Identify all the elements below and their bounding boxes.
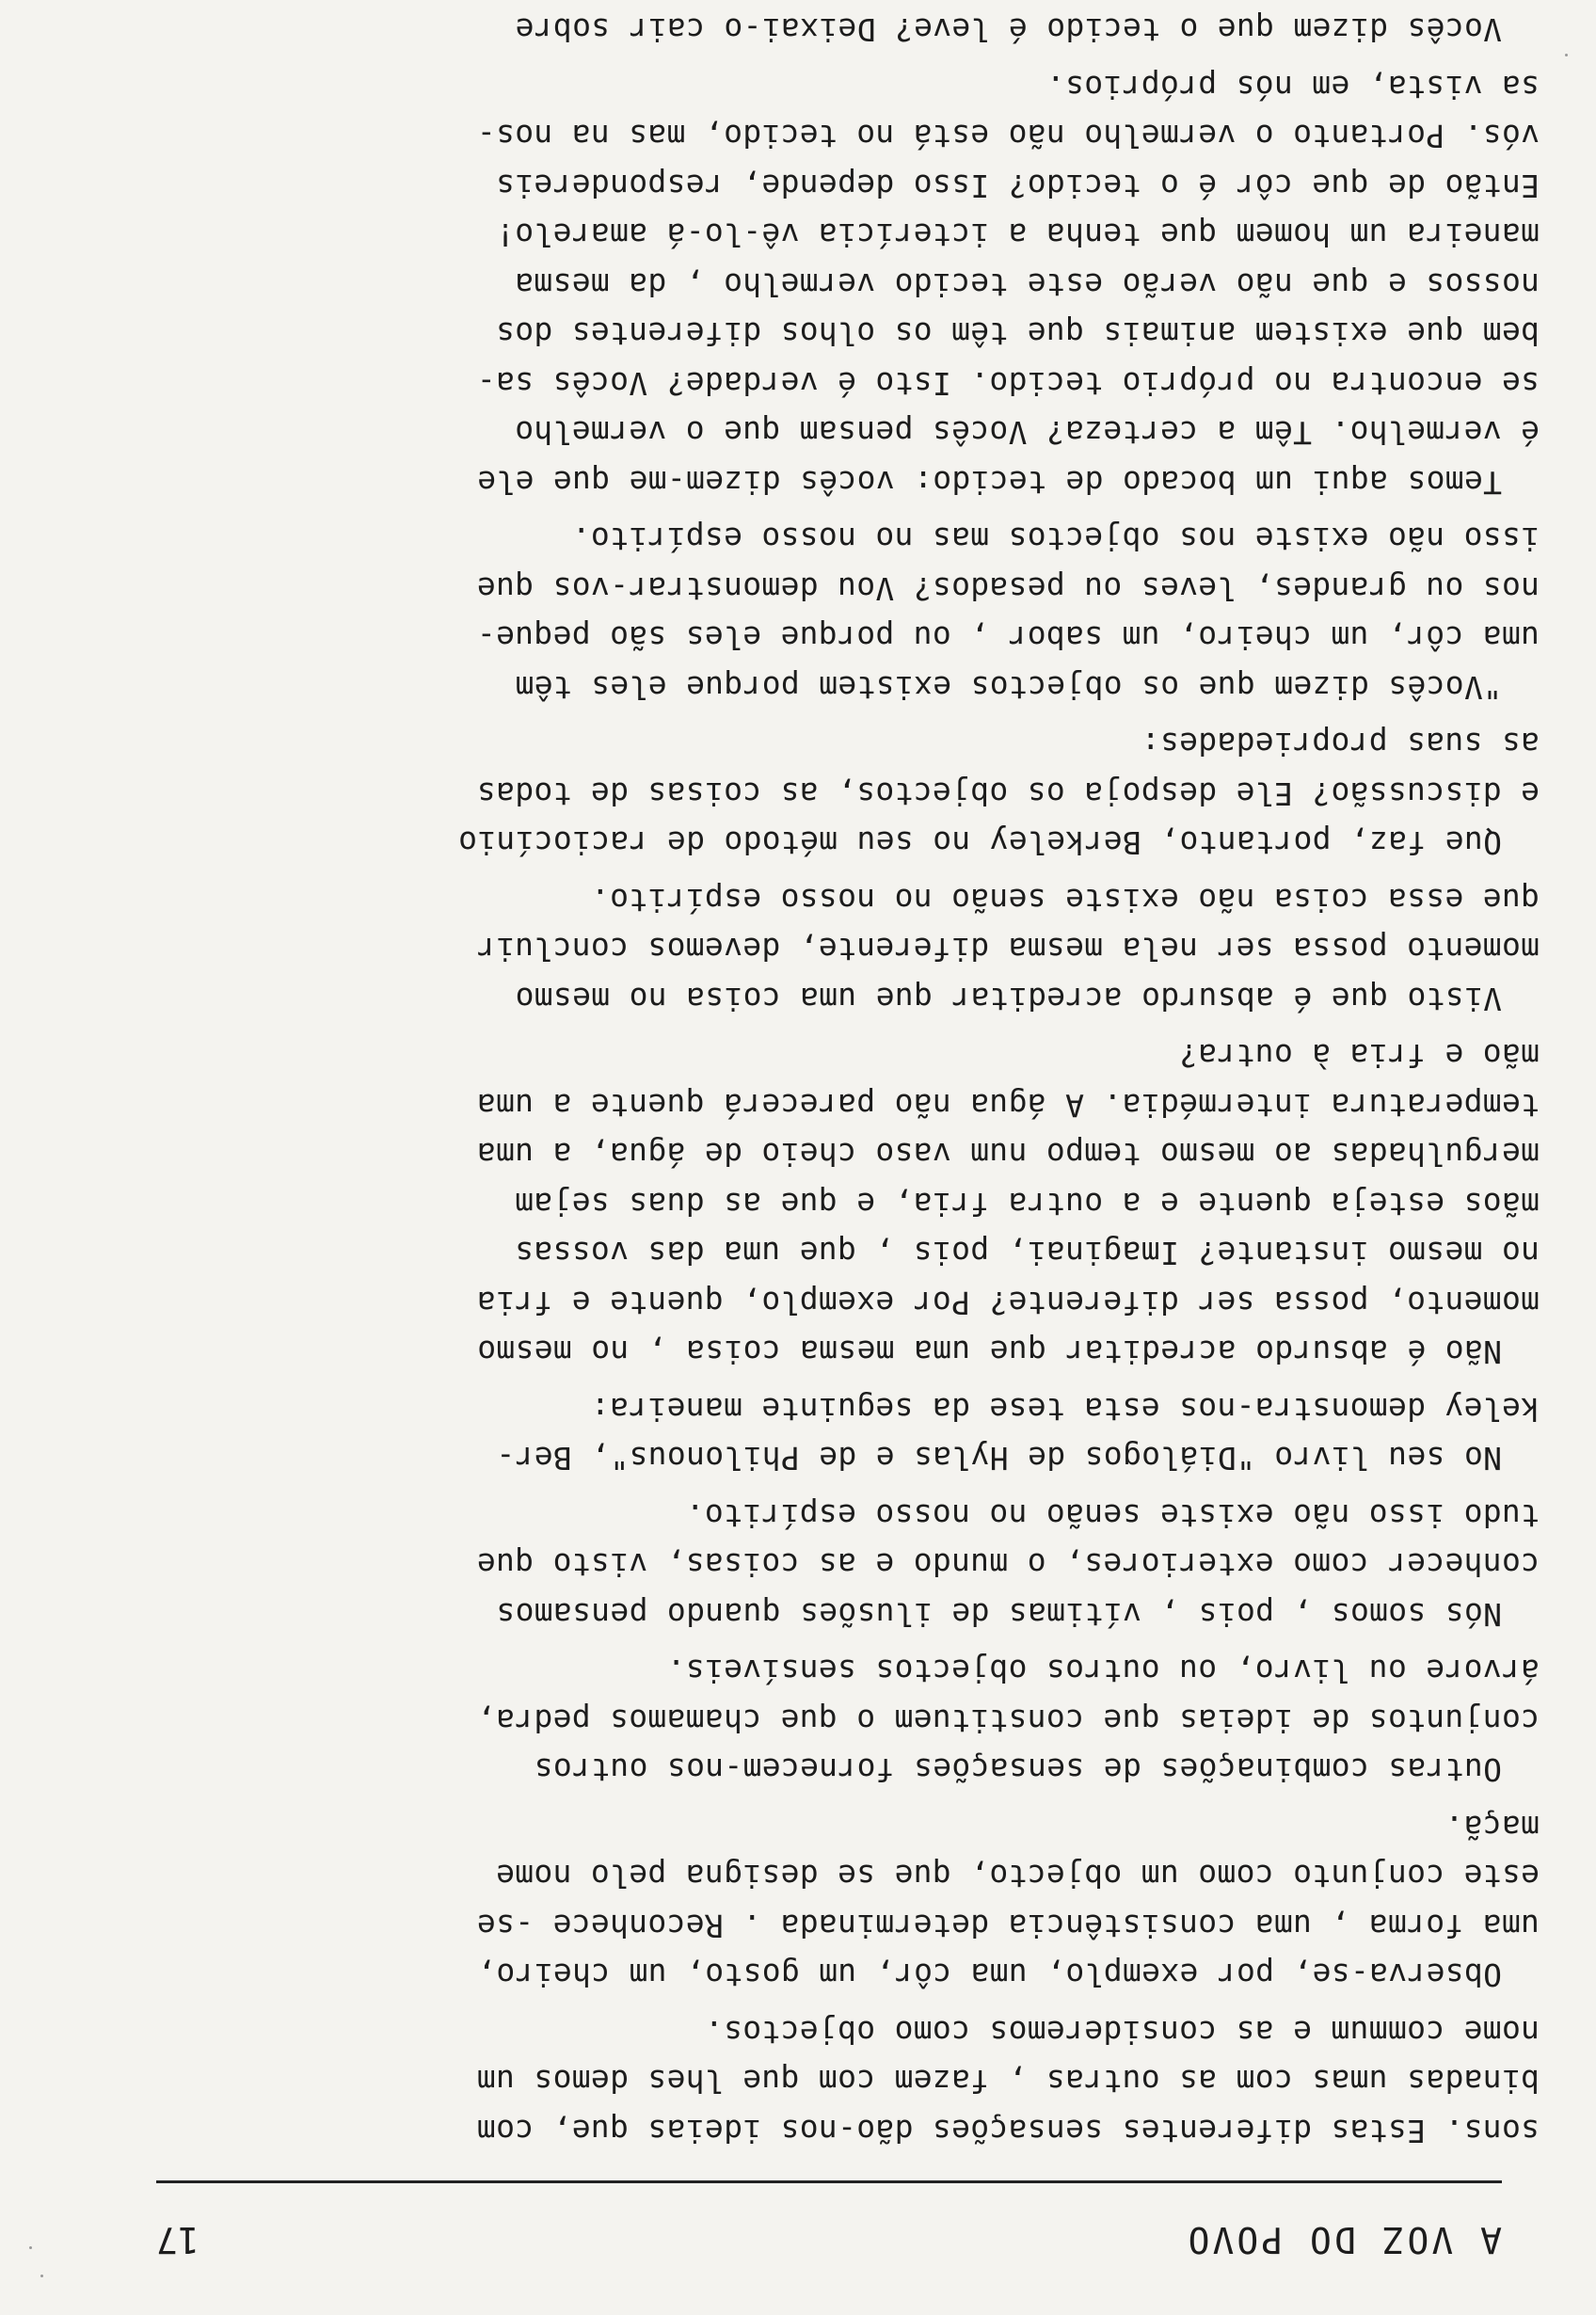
paragraph — [137, 719, 1540, 868]
text-line: no mesmo instante? Imaginai, pois , que uma das vossas — [514, 1235, 1540, 1272]
text-line: Vocês dizem que o tecido é leve? Deixai-o cair sobre — [515, 11, 1502, 49]
paragraph — [137, 875, 1540, 1024]
text-line: é vermelho. Têm a certeza? Vocês pensam que o vermelho — [514, 414, 1540, 452]
text-line: mãos esteja quente e a outra fria, e que as duas sejam — [514, 1186, 1540, 1222]
running-title: A VOZ DO POVO — [1185, 2219, 1502, 2260]
text-line: bem que existem animais que têm os olhos diferentes dos — [495, 315, 1540, 353]
paragraph — [137, 62, 1540, 507]
text-line: keley demonstra-nos esta tese da seguinte maneira: — [590, 1391, 1540, 1428]
text-line: temperatura intermédia. A água não parecerá quente a uma — [476, 1087, 1540, 1124]
scan-speck — [29, 2246, 32, 2249]
page-number: 17 — [156, 2219, 200, 2260]
text-line: árvore ou livro, ou outros objectos sensíveis. — [666, 1652, 1540, 1690]
text-line: tudo isso não existe senão no nosso espírito. — [685, 1497, 1540, 1534]
text-line: Observa-se, por exemplo, uma côr, um gosto, um cheiro, — [476, 1956, 1502, 1994]
text-line: No seu livro "Diálogos de Hylas e de Philonous", Ber- — [496, 1440, 1502, 1477]
text-line: maneira um homem que tenha a icterícia vê-lo-á amarelo! — [495, 216, 1540, 254]
page-header — [156, 2211, 1502, 2268]
text-line: momento possa ser nela mesma diferente, devemos concluir — [476, 931, 1540, 968]
text-line: Nós somos , pois , vítimas de ilusões quando pensamos — [496, 1596, 1502, 1633]
text-line: Temos aqui um bocado de tecido: vocês dizem-me que ele — [476, 464, 1502, 501]
text-line: isso não existe nos objectos mas no nosso espírito. — [571, 520, 1540, 558]
text-line: momento, possa ser diferente? Por exemplo, quente e fria — [476, 1285, 1540, 1321]
text-line: uma côr, um cheiro, um sabor , ou porque eles são peque- — [476, 619, 1540, 657]
text-line: se encontra no próprio tecido. Isto é verdade? Vocês sa- — [476, 365, 1540, 402]
text-line: este conjunto como um objecto, que se designa pelo nome — [495, 1858, 1540, 1895]
text-line: vós. Portanto o vermelho não está no tecido, mas na nos- — [476, 118, 1540, 155]
text-line: nos ou grandes, leves ou pesados? Vou demonstrar-vos que — [476, 570, 1540, 607]
text-line: Que faz, portanto, Berkeley no seu método de raciocínio — [457, 824, 1502, 862]
text-line: maçã. — [1444, 1809, 1540, 1845]
text-line: "Vocês dizem que os objectos existem porque eles têm — [515, 669, 1502, 706]
text-line: mergulhadas ao mesmo tempo num vaso cheio de água, a uma — [476, 1136, 1540, 1173]
text-line: Outras combinações de sensações fornecem-nos outros — [534, 1751, 1502, 1789]
paragraph — [137, 1491, 1540, 1639]
text-line: as suas propriedades: — [1141, 726, 1540, 763]
text-line: binadas umas com as outras , fazem com que lhes demos um — [476, 2063, 1540, 2100]
text-line: sa vista, em nós próprios. — [1045, 69, 1540, 105]
paragraph — [137, 514, 1540, 711]
text-line: Não é absurdo acreditar que uma mesma coisa , no mesmo — [476, 1333, 1502, 1371]
paragraph — [137, 2007, 1540, 2156]
paragraph — [137, 1646, 1540, 1795]
paragraph — [137, 1384, 1540, 1483]
text-line: Então de que côr é o tecido? Isso depende, respondereis — [495, 168, 1540, 204]
paragraph — [137, 1030, 1540, 1377]
scan-speck — [1565, 54, 1568, 56]
text-line: mão e fria à outra? — [1178, 1037, 1540, 1075]
text-line: nossos e que não verão este tecido vermelho , da mesma — [514, 266, 1540, 303]
text-line: uma forma , uma consistência determinada . Reconhece -se — [476, 1908, 1540, 1944]
text-line: Visto que é absurdo acreditar que uma coisa no mesmo — [515, 981, 1502, 1017]
text-line: e discussão? Ele despoja os objectos, as coisas de todas — [476, 775, 1540, 812]
body-text — [137, 0, 1540, 2155]
text-line: sons. Estas diferentes sensações dão-nos ideias que, com — [476, 2113, 1540, 2149]
text-line: conhecer como exteriores, o mundo e as coisas, visto que — [476, 1546, 1540, 1584]
text-line — [137, 0, 1540, 5]
text-line: nome commum e as consideremos como objectos. — [704, 2014, 1540, 2051]
scan-speck — [40, 2275, 43, 2277]
text-line: conjuntos de ideias que constituem o que chamamos pedra, — [476, 1702, 1540, 1739]
paragraph — [137, 1802, 1540, 2000]
paragraph — [137, 0, 1540, 55]
header-rule — [156, 2180, 1502, 2183]
text-line: que essa coisa não existe senão no nosso espírito. — [590, 882, 1540, 918]
